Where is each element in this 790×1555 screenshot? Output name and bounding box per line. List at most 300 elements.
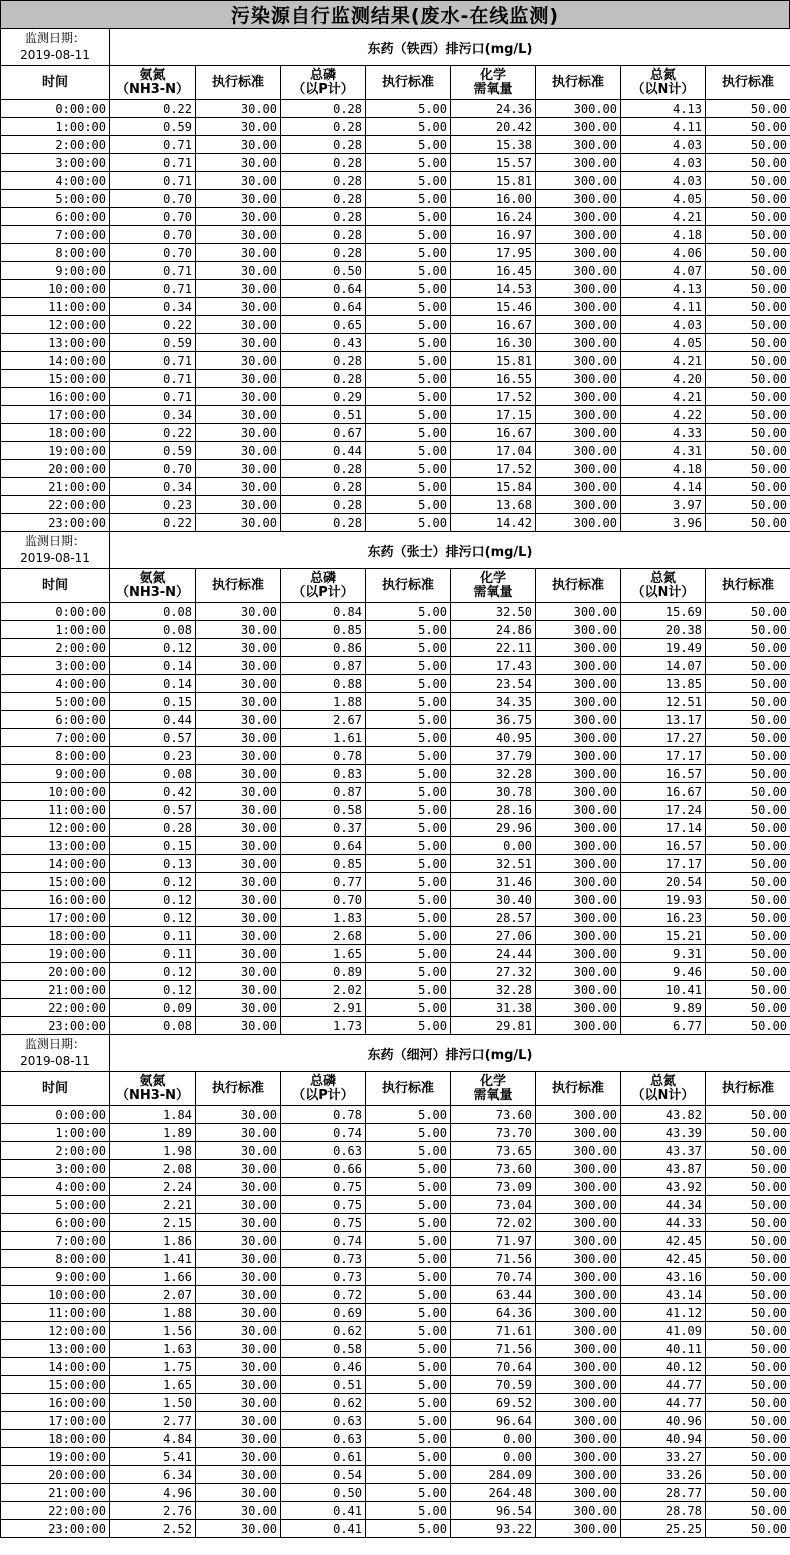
column-header: [1, 66, 110, 100]
standard-value: 30.00: [196, 1466, 281, 1484]
column-header: [621, 1072, 706, 1106]
standard-value: 30.00: [196, 172, 281, 190]
phosphorus-value: 0.28: [281, 496, 366, 514]
nitrogen-value: 16.57: [621, 765, 706, 783]
standard-value: 50.00: [706, 514, 790, 532]
standard-value: 5.00: [366, 136, 451, 154]
column-header: [621, 66, 706, 100]
standard-value: 50.00: [706, 891, 790, 909]
standard-value: 5.00: [366, 1448, 451, 1466]
nitrogen-value: 10.41: [621, 981, 706, 999]
time-cell: 3:00:00: [1, 154, 110, 172]
standard-value: 30.00: [196, 514, 281, 532]
ammonia-value: 0.44: [110, 711, 196, 729]
monitoring-date-cell: [1, 29, 110, 66]
cod-value: 16.30: [451, 334, 536, 352]
nitrogen-value: 43.92: [621, 1178, 706, 1196]
ammonia-value: 0.08: [110, 765, 196, 783]
standard-value: 5.00: [366, 424, 451, 442]
column-header-text: 化学: [479, 570, 506, 586]
standard-value: 50.00: [706, 496, 790, 514]
phosphorus-value: 1.65: [281, 945, 366, 963]
standard-value: 5.00: [366, 1520, 451, 1538]
standard-value: 5.00: [366, 352, 451, 370]
standard-value: 5.00: [366, 496, 451, 514]
cod-value: 32.51: [451, 855, 536, 873]
nitrogen-value: 4.07: [621, 262, 706, 280]
standard-value: 30.00: [196, 999, 281, 1017]
section-meta-row: [1, 532, 790, 569]
ammonia-value: 0.59: [110, 118, 196, 136]
standard-value: 30.00: [196, 819, 281, 837]
standard-value: 50.00: [706, 1412, 790, 1430]
ammonia-value: 6.34: [110, 1466, 196, 1484]
column-header: [196, 569, 281, 603]
standard-value: 30.00: [196, 1430, 281, 1448]
cod-value: 30.40: [451, 891, 536, 909]
standard-value: 50.00: [706, 1358, 790, 1376]
nitrogen-value: 43.14: [621, 1286, 706, 1304]
standard-value: 30.00: [196, 1017, 281, 1035]
standard-value: 300.00: [536, 747, 621, 765]
ammonia-value: 2.15: [110, 1214, 196, 1232]
table-row: [1, 1286, 790, 1304]
standard-value: 50.00: [706, 460, 790, 478]
ammonia-value: 0.08: [110, 603, 196, 621]
standard-value: 300.00: [536, 1196, 621, 1214]
standard-value: 50.00: [706, 370, 790, 388]
standard-value: 50.00: [706, 963, 790, 981]
standard-value: 300.00: [536, 172, 621, 190]
standard-value: 30.00: [196, 118, 281, 136]
time-cell: 20:00:00: [1, 1466, 110, 1484]
ammonia-value: 0.23: [110, 496, 196, 514]
time-cell: 21:00:00: [1, 981, 110, 999]
nitrogen-value: 9.31: [621, 945, 706, 963]
column-header: [110, 1072, 196, 1106]
standard-value: 30.00: [196, 603, 281, 621]
nitrogen-value: 4.14: [621, 478, 706, 496]
standard-value: 30.00: [196, 388, 281, 406]
standard-value: 30.00: [196, 1412, 281, 1430]
phosphorus-value: 0.28: [281, 136, 366, 154]
table-row: [1, 1017, 790, 1035]
standard-value: 50.00: [706, 244, 790, 262]
ammonia-value: 1.75: [110, 1358, 196, 1376]
standard-value: 5.00: [366, 226, 451, 244]
standard-value: 5.00: [366, 855, 451, 873]
cod-value: 14.53: [451, 280, 536, 298]
time-cell: 1:00:00: [1, 621, 110, 639]
standard-value: 300.00: [536, 208, 621, 226]
nitrogen-value: 44.34: [621, 1196, 706, 1214]
nitrogen-value: 28.78: [621, 1502, 706, 1520]
phosphorus-value: 0.84: [281, 603, 366, 621]
ammonia-value: 0.71: [110, 172, 196, 190]
phosphorus-value: 0.65: [281, 316, 366, 334]
standard-value: 30.00: [196, 747, 281, 765]
table-row: [1, 819, 790, 837]
time-cell: 10:00:00: [1, 783, 110, 801]
standard-value: 300.00: [536, 873, 621, 891]
table-row: [1, 370, 790, 388]
standard-value: 30.00: [196, 442, 281, 460]
column-header-text: 总磷: [309, 67, 336, 83]
ammonia-value: 0.08: [110, 621, 196, 639]
phosphorus-value: 0.61: [281, 1448, 366, 1466]
nitrogen-value: 17.27: [621, 729, 706, 747]
standard-value: 300.00: [536, 1484, 621, 1502]
standard-value: 300.00: [536, 334, 621, 352]
nitrogen-value: 4.03: [621, 136, 706, 154]
standard-value: 300.00: [536, 1520, 621, 1538]
standard-value: 300.00: [536, 1250, 621, 1268]
cod-value: 96.54: [451, 1502, 536, 1520]
table-row: [1, 478, 790, 496]
table-row: [1, 1430, 790, 1448]
column-header-text: 总氮: [649, 1073, 676, 1089]
standard-value: 5.00: [366, 388, 451, 406]
standard-value: 5.00: [366, 765, 451, 783]
time-cell: 22:00:00: [1, 1502, 110, 1520]
cod-value: 15.46: [451, 298, 536, 316]
standard-value: 300.00: [536, 352, 621, 370]
standard-value: 50.00: [706, 316, 790, 334]
cod-value: 24.36: [451, 100, 536, 118]
standard-value: 5.00: [366, 981, 451, 999]
standard-value: 30.00: [196, 478, 281, 496]
column-header-text: 执行标准: [551, 74, 604, 90]
table-row: [1, 172, 790, 190]
standard-value: 300.00: [536, 1412, 621, 1430]
standard-value: 30.00: [196, 855, 281, 873]
table-row: [1, 154, 790, 172]
column-header: [1, 569, 110, 603]
ammonia-value: 0.71: [110, 388, 196, 406]
standard-value: 5.00: [366, 442, 451, 460]
standard-value: 50.00: [706, 406, 790, 424]
table-row: [1, 747, 790, 765]
time-cell: 5:00:00: [1, 1196, 110, 1214]
standard-value: 300.00: [536, 891, 621, 909]
column-header: [281, 569, 366, 603]
time-cell: 23:00:00: [1, 1017, 110, 1035]
ammonia-value: 4.96: [110, 1484, 196, 1502]
time-cell: 16:00:00: [1, 891, 110, 909]
standard-value: 30.00: [196, 280, 281, 298]
standard-value: 300.00: [536, 262, 621, 280]
standard-value: 50.00: [706, 909, 790, 927]
table-row: [1, 118, 790, 136]
cod-value: 70.59: [451, 1376, 536, 1394]
time-cell: 2:00:00: [1, 1142, 110, 1160]
time-cell: 0:00:00: [1, 100, 110, 118]
table-row: [1, 136, 790, 154]
phosphorus-value: 0.29: [281, 388, 366, 406]
column-header-row: [1, 66, 790, 100]
ammonia-value: 0.22: [110, 100, 196, 118]
standard-value: 5.00: [366, 1250, 451, 1268]
ammonia-value: 1.63: [110, 1340, 196, 1358]
time-cell: 7:00:00: [1, 226, 110, 244]
cod-value: 64.36: [451, 1304, 536, 1322]
standard-value: 30.00: [196, 1340, 281, 1358]
ammonia-value: 0.34: [110, 478, 196, 496]
column-header: [366, 1072, 451, 1106]
nitrogen-value: 44.77: [621, 1376, 706, 1394]
standard-value: 50.00: [706, 1484, 790, 1502]
phosphorus-value: 0.28: [281, 226, 366, 244]
phosphorus-value: 0.75: [281, 1214, 366, 1232]
cod-value: 28.57: [451, 909, 536, 927]
cod-value: 17.52: [451, 460, 536, 478]
cod-value: 40.95: [451, 729, 536, 747]
standard-value: 50.00: [706, 352, 790, 370]
standard-value: 5.00: [366, 873, 451, 891]
ammonia-value: 0.15: [110, 693, 196, 711]
nitrogen-value: 9.89: [621, 999, 706, 1017]
cod-value: 93.22: [451, 1520, 536, 1538]
standard-value: 5.00: [366, 1466, 451, 1484]
standard-value: 5.00: [366, 693, 451, 711]
cod-value: 16.00: [451, 190, 536, 208]
standard-value: 30.00: [196, 1286, 281, 1304]
cod-value: 0.00: [451, 837, 536, 855]
cod-value: 32.28: [451, 981, 536, 999]
ammonia-value: 0.22: [110, 424, 196, 442]
standard-value: 50.00: [706, 478, 790, 496]
standard-value: 5.00: [366, 909, 451, 927]
standard-value: 5.00: [366, 460, 451, 478]
standard-value: 50.00: [706, 1520, 790, 1538]
phosphorus-value: 0.74: [281, 1124, 366, 1142]
column-header-text: 执行标准: [381, 74, 434, 90]
standard-value: 300.00: [536, 801, 621, 819]
cod-value: 31.38: [451, 999, 536, 1017]
standard-value: 30.00: [196, 765, 281, 783]
nitrogen-value: 13.17: [621, 711, 706, 729]
phosphorus-value: 0.87: [281, 783, 366, 801]
table-row: [1, 1106, 790, 1124]
column-header-text: 总氮: [649, 67, 676, 83]
column-header-text: 氨氮: [139, 570, 166, 586]
ammonia-value: 0.12: [110, 639, 196, 657]
table-row: [1, 496, 790, 514]
standard-value: 50.00: [706, 280, 790, 298]
phosphorus-value: 0.63: [281, 1412, 366, 1430]
standard-value: 30.00: [196, 945, 281, 963]
cod-value: 15.81: [451, 172, 536, 190]
column-header: [451, 569, 536, 603]
table-row: [1, 873, 790, 891]
time-cell: 9:00:00: [1, 765, 110, 783]
standard-value: 300.00: [536, 424, 621, 442]
standard-value: 50.00: [706, 855, 790, 873]
monitoring-date-value: 2019-08-11: [20, 48, 90, 62]
phosphorus-value: 0.28: [281, 100, 366, 118]
phosphorus-value: 1.61: [281, 729, 366, 747]
standard-value: 300.00: [536, 1178, 621, 1196]
standard-value: 30.00: [196, 909, 281, 927]
standard-value: 50.00: [706, 262, 790, 280]
phosphorus-value: 0.70: [281, 891, 366, 909]
table-row: [1, 1466, 790, 1484]
phosphorus-value: 2.91: [281, 999, 366, 1017]
column-header: [536, 569, 621, 603]
ammonia-value: 0.34: [110, 406, 196, 424]
standard-value: 50.00: [706, 1502, 790, 1520]
cod-value: 23.54: [451, 675, 536, 693]
table-row: [1, 837, 790, 855]
standard-value: 30.00: [196, 1520, 281, 1538]
time-cell: 20:00:00: [1, 460, 110, 478]
standard-value: 5.00: [366, 945, 451, 963]
time-cell: 13:00:00: [1, 334, 110, 352]
standard-value: 300.00: [536, 675, 621, 693]
table-row: [1, 1232, 790, 1250]
ammonia-value: 0.28: [110, 819, 196, 837]
table-row: [1, 1124, 790, 1142]
standard-value: 300.00: [536, 693, 621, 711]
table-row: [1, 298, 790, 316]
table-row: [1, 657, 790, 675]
standard-value: 30.00: [196, 639, 281, 657]
standard-value: 30.00: [196, 837, 281, 855]
standard-value: 30.00: [196, 154, 281, 172]
standard-value: 30.00: [196, 801, 281, 819]
cod-value: 73.70: [451, 1124, 536, 1142]
nitrogen-value: 41.09: [621, 1322, 706, 1340]
standard-value: 300.00: [536, 1124, 621, 1142]
nitrogen-value: 4.18: [621, 226, 706, 244]
column-header-text: （以P计）: [292, 1087, 354, 1103]
nitrogen-value: 43.39: [621, 1124, 706, 1142]
column-header-text: （NH3-N）: [115, 584, 190, 600]
cod-value: 71.56: [451, 1250, 536, 1268]
phosphorus-value: 0.58: [281, 1340, 366, 1358]
standard-value: 30.00: [196, 370, 281, 388]
standard-value: 30.00: [196, 208, 281, 226]
standard-value: 50.00: [706, 1106, 790, 1124]
ammonia-value: 0.70: [110, 244, 196, 262]
time-cell: 20:00:00: [1, 963, 110, 981]
ammonia-value: 0.12: [110, 963, 196, 981]
time-cell: 11:00:00: [1, 298, 110, 316]
standard-value: 50.00: [706, 190, 790, 208]
ammonia-value: 0.11: [110, 945, 196, 963]
column-header: [281, 1072, 366, 1106]
standard-value: 300.00: [536, 729, 621, 747]
standard-value: 300.00: [536, 460, 621, 478]
table-row: [1, 442, 790, 460]
phosphorus-value: 0.64: [281, 298, 366, 316]
nitrogen-value: 17.24: [621, 801, 706, 819]
standard-value: 50.00: [706, 837, 790, 855]
phosphorus-value: 0.62: [281, 1394, 366, 1412]
column-header: [366, 569, 451, 603]
nitrogen-value: 4.05: [621, 190, 706, 208]
column-header-text: （NH3-N）: [115, 81, 190, 97]
nitrogen-value: 40.94: [621, 1430, 706, 1448]
standard-value: 50.00: [706, 1250, 790, 1268]
cod-value: 16.67: [451, 424, 536, 442]
standard-value: 5.00: [366, 927, 451, 945]
ammonia-value: 2.07: [110, 1286, 196, 1304]
phosphorus-value: 0.83: [281, 765, 366, 783]
phosphorus-value: 0.51: [281, 406, 366, 424]
column-header-text: 需氧量: [473, 81, 513, 97]
standard-value: 50.00: [706, 1160, 790, 1178]
cod-value: 16.24: [451, 208, 536, 226]
ammonia-value: 0.22: [110, 316, 196, 334]
standard-value: 300.00: [536, 1106, 621, 1124]
standard-value: 300.00: [536, 711, 621, 729]
nitrogen-value: 33.26: [621, 1466, 706, 1484]
monitoring-date-label: 监测日期：: [24, 1037, 85, 1051]
standard-value: 300.00: [536, 1358, 621, 1376]
time-cell: 17:00:00: [1, 1412, 110, 1430]
standard-value: 30.00: [196, 460, 281, 478]
standard-value: 50.00: [706, 334, 790, 352]
nitrogen-value: 12.51: [621, 693, 706, 711]
ammonia-value: 1.65: [110, 1376, 196, 1394]
standard-value: 5.00: [366, 100, 451, 118]
time-cell: 11:00:00: [1, 801, 110, 819]
monitoring-date-value: 2019-08-11: [20, 1054, 90, 1068]
nitrogen-value: 43.37: [621, 1142, 706, 1160]
column-header: [706, 66, 790, 100]
standard-value: 50.00: [706, 172, 790, 190]
standard-value: 5.00: [366, 406, 451, 424]
time-cell: 13:00:00: [1, 1340, 110, 1358]
time-cell: 5:00:00: [1, 190, 110, 208]
standard-value: 50.00: [706, 1214, 790, 1232]
ammonia-value: 0.12: [110, 909, 196, 927]
nitrogen-value: 3.96: [621, 514, 706, 532]
time-cell: 8:00:00: [1, 747, 110, 765]
column-header: [366, 66, 451, 100]
standard-value: 300.00: [536, 1322, 621, 1340]
table-row: [1, 1448, 790, 1466]
standard-value: 30.00: [196, 1358, 281, 1376]
time-cell: 15:00:00: [1, 1376, 110, 1394]
standard-value: 300.00: [536, 190, 621, 208]
nitrogen-value: 28.77: [621, 1484, 706, 1502]
cod-value: 71.56: [451, 1340, 536, 1358]
table-row: [1, 675, 790, 693]
standard-value: 300.00: [536, 370, 621, 388]
cod-value: 16.67: [451, 316, 536, 334]
phosphorus-value: 0.51: [281, 1376, 366, 1394]
cod-value: 32.28: [451, 765, 536, 783]
column-header-text: 执行标准: [381, 1080, 434, 1096]
standard-value: 300.00: [536, 118, 621, 136]
ammonia-value: 0.70: [110, 190, 196, 208]
standard-value: 5.00: [366, 208, 451, 226]
standard-value: 30.00: [196, 657, 281, 675]
cod-value: 73.60: [451, 1160, 536, 1178]
time-cell: 0:00:00: [1, 603, 110, 621]
phosphorus-value: 0.28: [281, 352, 366, 370]
table-row: [1, 621, 790, 639]
table-row: [1, 1376, 790, 1394]
time-cell: 19:00:00: [1, 442, 110, 460]
table-row: [1, 244, 790, 262]
time-cell: 11:00:00: [1, 1304, 110, 1322]
table-row: [1, 801, 790, 819]
standard-value: 50.00: [706, 424, 790, 442]
nitrogen-value: 4.11: [621, 298, 706, 316]
